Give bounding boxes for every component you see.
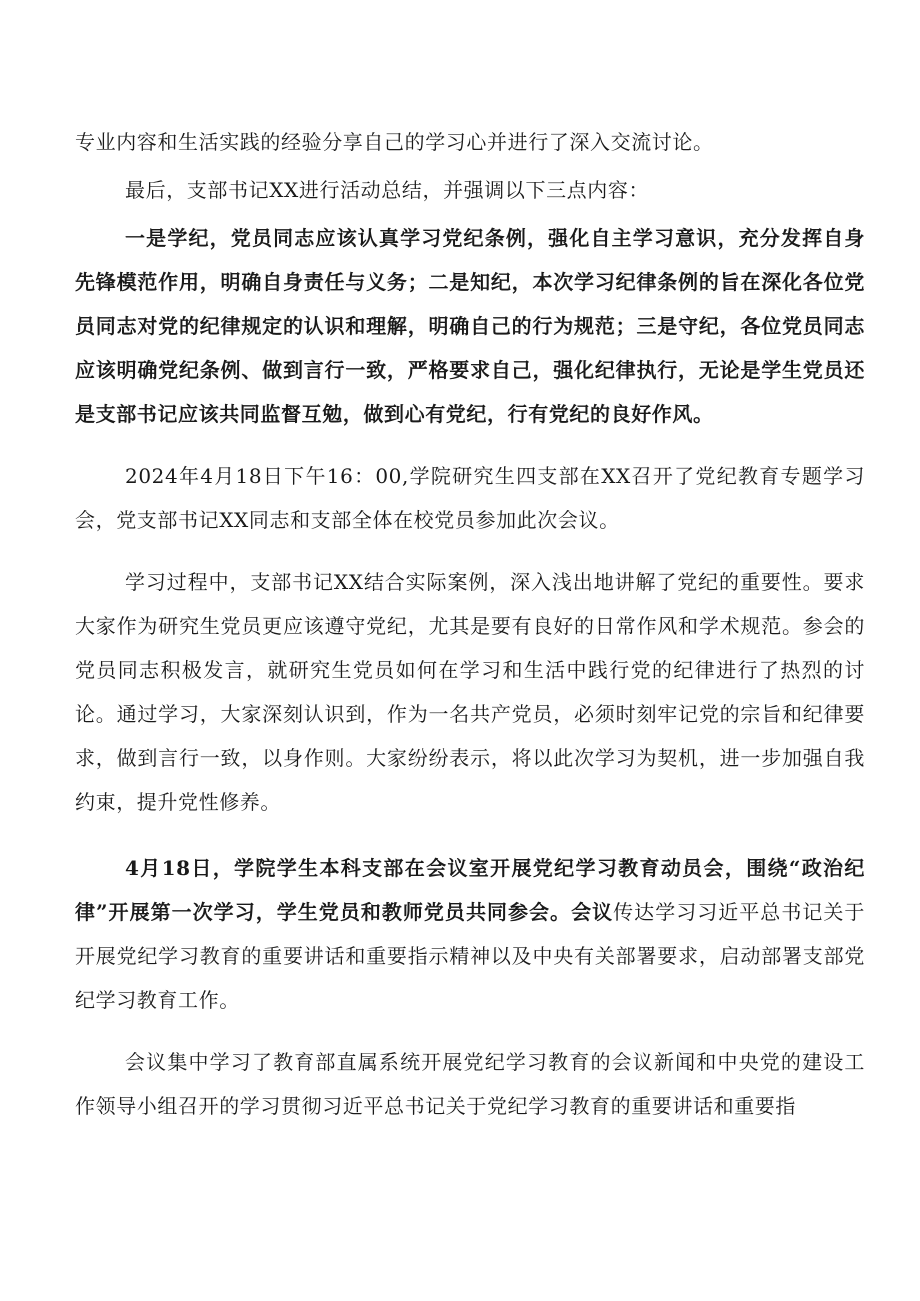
paragraph-learning-process: 学习过程中，支部书记XX结合实际案例，深入浅出地讲解了党纪的重要性。要求大家作为研究生党员更应该遵守党纪，尤其是要有良好的日常作风和学术规范。参会的党员同志积极发言，就研究生党员如何在学习和生活中践行党的纪律进行了热烈的讨论。通过学习，大家深刻认识到，作为一名共产党员，必须时刻牢记党的宗旨和纪律要求，做到言行一致，以身作则。大家纷纷表示，将以此次学习为契机，进一步加强自我约束，提升党性修养。 (75, 570, 865, 814)
paragraph-discussion: 专业内容和生活实践的经验分享自己的学习心并进行了深入交流讨论。 (75, 130, 714, 154)
paragraph-summary-intro: 最后，支部书记XX进行活动总结，并强调以下三点内容： (125, 178, 650, 202)
paragraph-undergraduate-meeting (75, 846, 865, 1022)
paragraph-three-points: 一是学纪，党员同志应该认真学习党纪条例，强化自主学习意识，充分发挥自身先锋模范作用，明确自身责任与义务；二是知纪，本次学习纪律条例的旨在深化各位党员同志对党的纪律规定的认识和理解，明确自己的行为规范；三是守纪，各位党员同志应该明确党纪条例、做到言行一致，严格要求自己，强化纪律执行，无论是学生党员还是支部书记应该共同监督互勉，做到心有党纪，行有党纪的良好作风。 (75, 226, 865, 426)
paragraph-undergraduate-rest: 传达学习习近平总书记关于开展党纪学习教育的重要讲话和重要指示精神以及中央有关部署要求，启动部署支部党纪学习教育工作。 (75, 900, 866, 1012)
paragraph-collective-study: 会议集中学习了教育部直属系统开展党纪学习教育的会议新闻和中央党的建设工作领导小组召开的学习贯彻习近平总书记关于党纪学习教育的重要讲话和重要指 (75, 1050, 865, 1118)
document-page (75, 120, 865, 1128)
paragraph-graduate-meeting: 2024年4月18日下午16：00,学院研究生四支部在XX召开了党纪教育专题学习会，党支部书记XX同志和支部全体在校党员参加此次会议。 (75, 464, 865, 532)
paragraph-undergraduate-bold: 4月18日，学院学生本科支部在会议室开展党纪学习教育动员会，围绕“政治纪律”开展第一次学习，学生党员和教师党员共同参会。会议 (75, 856, 865, 924)
